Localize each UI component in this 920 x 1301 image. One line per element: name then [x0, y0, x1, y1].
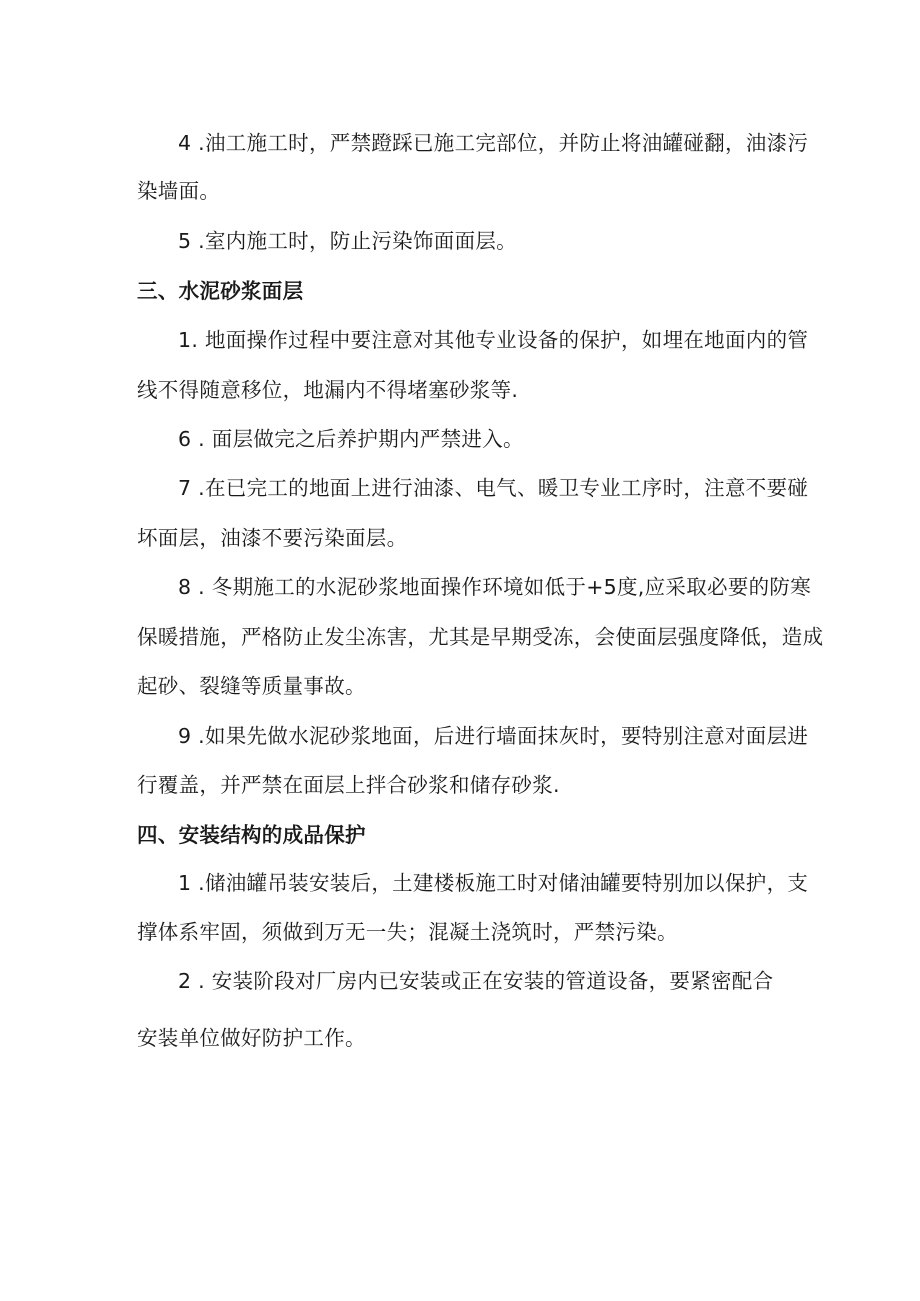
- paragraph-line: 1. 地面操作过程中要注意对其他专业设备的保护，如埋在地面内的管: [178, 328, 809, 352]
- paragraph-line: 6 . 面层做完之后养护期内严禁进入。: [178, 427, 524, 451]
- paragraph-line: 染墙面。: [137, 179, 221, 203]
- paragraph-line: 8 . 冬期施工的水泥砂浆地面操作环境如低于+5度,应采取必要的防寒: [178, 575, 812, 599]
- paragraph-line: 1 .储油罐吊装安装后，土建楼板施工时对储油罐要特别加以保护，支: [178, 871, 809, 895]
- paragraph-line: 4 .油工施工时，严禁蹬踩已施工完部位，并防止将油罐碰翻，油漆污: [178, 131, 809, 155]
- section-heading: 四、安装结构的成品保护: [137, 823, 366, 847]
- paragraph-line: 起砂、裂缝等质量事故。: [137, 674, 366, 698]
- paragraph-line: 2 . 安装阶段对厂房内已安装或正在安装的管道设备，要紧密配合: [178, 969, 774, 993]
- paragraph-line: 坏面层，油漆不要污染面层。: [137, 526, 408, 550]
- paragraph-line: 撑体系牢固，须做到万无一失；混凝土浇筑时，严禁污染。: [137, 920, 678, 944]
- section-heading: 三、水泥砂浆面层: [137, 279, 304, 303]
- paragraph-line: 线不得随意移位，地漏内不得堵塞砂浆等.: [137, 378, 519, 402]
- paragraph-line: 7 .在已完工的地面上进行油漆、电气、暖卫专业工序时，注意不要碰: [178, 476, 809, 500]
- paragraph-line: 行覆盖，并严禁在面层上拌合砂浆和储存砂浆.: [137, 773, 560, 797]
- paragraph-line: 保暖措施，严格防止发尘冻害，尤其是早期受冻，会使面层强度降低，造成: [137, 625, 824, 649]
- paragraph-line: 9 .如果先做水泥砂浆地面，后进行墙面抹灰时，要特别注意对面层进: [178, 724, 809, 748]
- paragraph-line: 5 .室内施工时，防止污染饰面面层。: [178, 229, 517, 253]
- paragraph-line: 安装单位做好防护工作。: [137, 1026, 366, 1050]
